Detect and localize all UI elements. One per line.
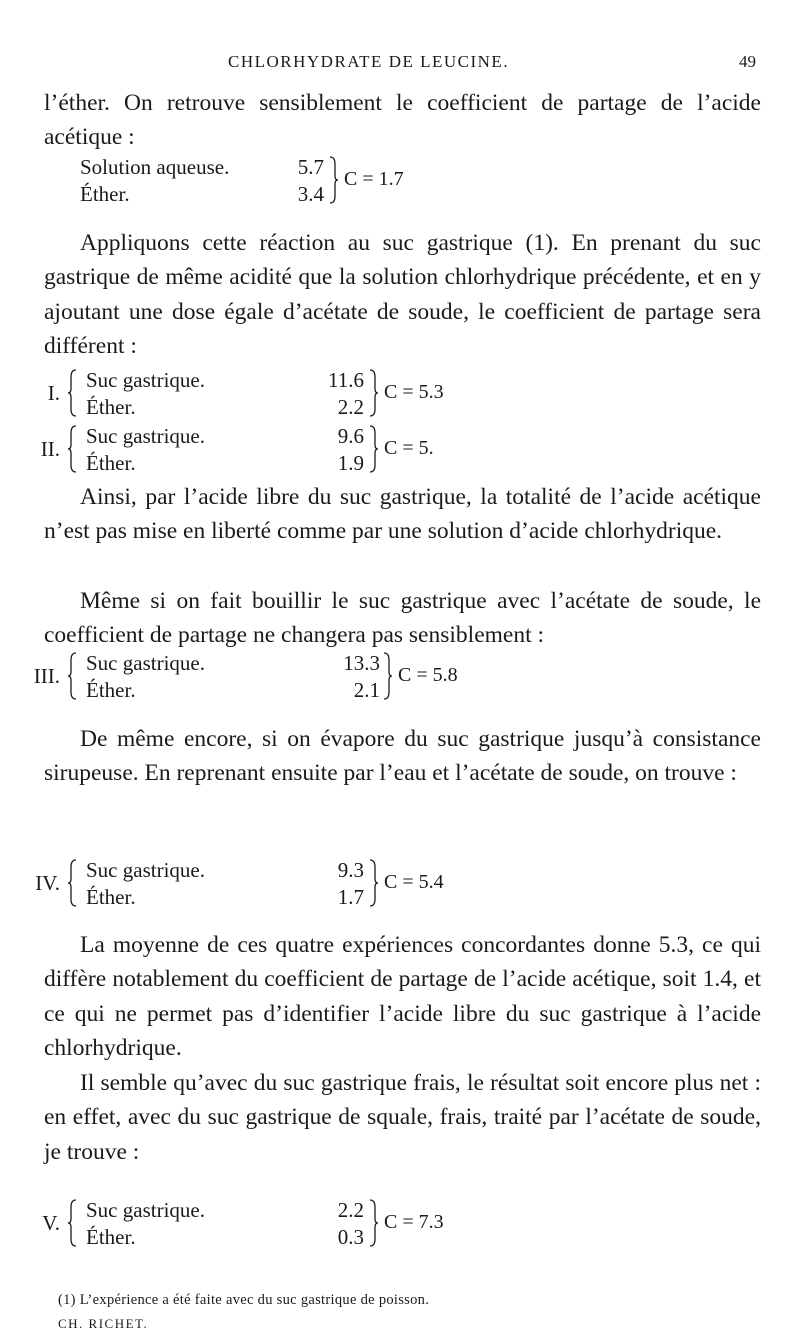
row-value-suc: 13.3	[343, 651, 380, 675]
row-value-ether: 0.3	[337, 1225, 364, 1249]
coefficient: C = 5.3	[384, 381, 444, 403]
row-value-suc: 11.6	[328, 368, 364, 392]
row-label-ether: Éther.	[86, 885, 136, 909]
paragraph-3: Ainsi, par l’acide libre du suc gastrique, la totalité de l’acide acétique n’est pas mise en liberté comme par une solution d’acide chlorhydrique.	[44, 484, 761, 545]
row-value-suc: 9.3	[337, 858, 364, 882]
paragraph-4: Même si on fait bouillir le suc gastrique avec l’acétate de soude, le coefficient de partage ne changera pas sensiblement :	[44, 588, 761, 649]
right-brace-icon	[370, 423, 378, 475]
right-brace-icon	[384, 650, 392, 702]
row-label-suc: Suc gastrique.	[86, 651, 205, 675]
coefficient: C = 5.8	[398, 664, 458, 686]
paragraph-7: Il semble qu’avec du suc gastrique frais, le résultat soit encore plus net : en effet, avec du suc gastrique de squale, frais, traité par l’acétate de soude, je trouve :	[44, 1070, 761, 1165]
page-header	[0, 48, 800, 78]
row-label-suc: Suc gastrique.	[86, 368, 205, 392]
experiment-numeral: V.	[42, 1211, 60, 1235]
row-label-ether: Éther.	[86, 1225, 136, 1249]
partition-table-4	[20, 857, 620, 913]
row-label-suc: Suc gastrique.	[86, 1198, 205, 1222]
partition-table-2	[20, 423, 620, 479]
partition-table-1	[20, 367, 620, 423]
partition-table-reference	[80, 154, 680, 210]
row-label-ether: Éther.	[86, 451, 136, 475]
right-brace-icon	[370, 367, 378, 419]
footnote: (1) L’expérience a été faite avec du suc gastrique de poisson.	[58, 1292, 430, 1308]
coefficient: C = 7.3	[384, 1211, 444, 1233]
paragraph-5: De même encore, si on évapore du suc gastrique jusqu’à consistance sirupeuse. En reprenant ensuite par l’eau et l’acétate de soude, on trouve :	[44, 726, 761, 787]
left-brace-icon	[68, 857, 76, 909]
page-number: 49	[739, 52, 756, 71]
partition-table-5	[20, 1197, 620, 1253]
row-value-suc: 9.6	[337, 424, 364, 448]
right-brace-icon	[330, 154, 338, 206]
row-label-ether: Éther.	[86, 678, 136, 702]
right-brace-icon	[370, 1197, 378, 1249]
row-value-suc: 2.2	[337, 1198, 364, 1222]
running-title: CHLORHYDRATE DE LEUCINE.	[228, 52, 510, 71]
left-brace-icon	[68, 367, 76, 419]
paragraph-6: La moyenne de ces quatre expériences concordantes donne 5.3, ce qui diffère notablement du coefficient de partage de l’acide acétique, soit 1.4, et ce qui ne permet pas d’identifier l’acide libre du suc gastrique à l’acide chlorhydrique.	[44, 932, 761, 1061]
row-value-ether: 1.9	[337, 451, 364, 475]
experiment-numeral: III.	[33, 664, 60, 688]
row-value-solution: 5.7	[297, 155, 324, 179]
coefficient: C = 5.4	[384, 871, 444, 893]
partition-table-3	[20, 650, 620, 706]
experiment-numeral: II.	[40, 437, 60, 461]
left-brace-icon	[68, 1197, 76, 1249]
row-label-ether: Éther.	[86, 395, 136, 419]
row-value-ether: 3.4	[297, 182, 324, 206]
coefficient: C = 5.	[384, 437, 434, 459]
experiment-numeral: I.	[47, 381, 60, 405]
row-value-ether: 2.1	[353, 678, 380, 702]
experiment-numeral: IV.	[35, 871, 60, 895]
author-signature: CH. RICHET.	[58, 1316, 149, 1331]
row-value-ether: 2.2	[337, 395, 364, 419]
row-value-ether: 1.7	[337, 885, 364, 909]
row-label-ether: Éther.	[80, 182, 130, 206]
left-brace-icon	[68, 650, 76, 702]
row-label-suc: Suc gastrique.	[86, 424, 205, 448]
coefficient: C = 1.7	[344, 168, 404, 190]
left-brace-icon	[68, 423, 76, 475]
row-label-solution: Solution aqueuse.	[80, 155, 230, 179]
right-brace-icon	[370, 857, 378, 909]
paragraph-2: Appliquons cette réaction au suc gastrique (1). En prenant du suc gastrique de même acidité que la solution chlorhydrique précédente, et en y ajoutant une dose égale d’acétate de soude, le coefficient de partage sera différent :	[44, 230, 761, 359]
paragraph-1: l’éther. On retrouve sensiblement le coefficient de partage de l’acide acétique :	[44, 90, 761, 151]
row-label-suc: Suc gastrique.	[86, 858, 205, 882]
